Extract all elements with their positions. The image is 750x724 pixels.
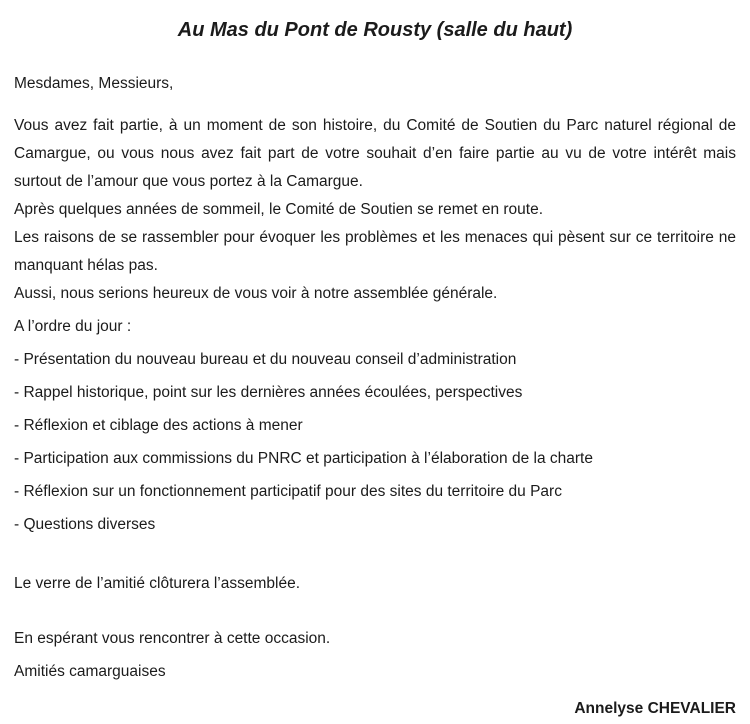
intro-section — [14, 112, 736, 308]
closing-line: Amitiés camarguaises — [14, 663, 166, 680]
intro-paragraph: Vous avez fait partie, à un moment de son histoire, du Comité de Soutien du Parc naturel régional de Camargue, ou vous nous avez fait part de votre souhait d’en faire partie au vu de votre intérêt mais surtout de l’amour que vous portez à la Camargue. — [14, 117, 736, 190]
agenda-heading: A l’ordre du jour : — [14, 318, 132, 335]
closing-line: Le verre de l’amitié clôturera l’assemblée. — [14, 575, 301, 592]
document-title: Au Mas du Pont de Rousty (salle du haut) — [177, 19, 573, 41]
agenda-list — [14, 346, 736, 539]
intro-paragraph: Aussi, nous serions heureux de vous voir à notre assemblée générale. — [14, 285, 498, 302]
signature: Annelyse CHEVALIER — [574, 700, 736, 717]
intro-paragraph: Les raisons de se rassembler pour évoquer les problèmes et les menaces qui pèsent sur ce territoire ne manquant hélas pas. — [14, 229, 736, 274]
agenda-item: - Questions diverses — [14, 516, 156, 533]
intro-paragraph: Après quelques années de sommeil, le Comité de Soutien se remet en route. — [14, 201, 544, 218]
agenda-item: - Rappel historique, point sur les dernières années écoulées, perspectives — [14, 384, 523, 401]
agenda-item: - Réflexion sur un fonctionnement participatif pour des sites du territoire du Parc — [14, 483, 562, 500]
agenda-item: - Réflexion et ciblage des actions à mener — [14, 417, 303, 434]
agenda-item: - Participation aux commissions du PNRC et participation à l’élaboration de la charte — [14, 450, 593, 467]
salutation: Mesdames, Messieurs, — [14, 75, 174, 92]
closing-line: En espérant vous rencontrer à cette occasion. — [14, 630, 331, 647]
agenda-item: - Présentation du nouveau bureau et du nouveau conseil d’administration — [14, 351, 517, 368]
